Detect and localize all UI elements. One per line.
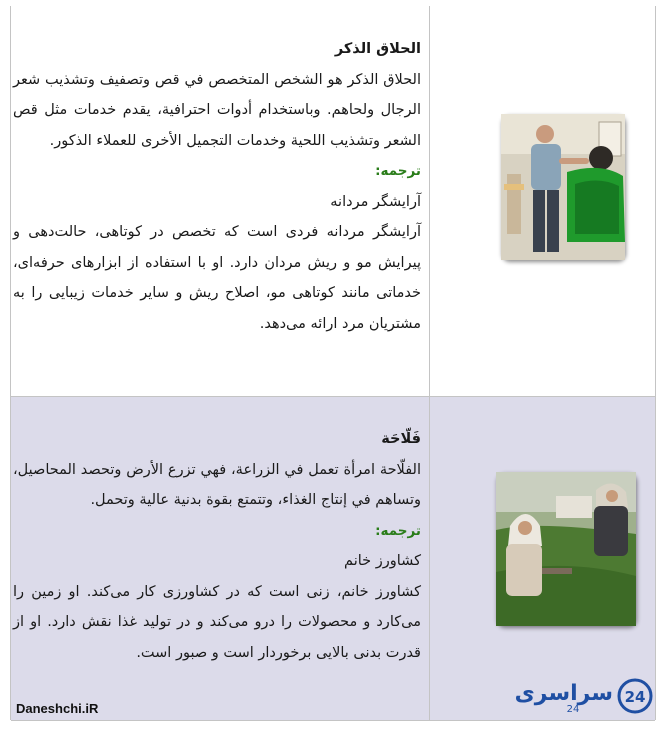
arabic-text: الحلاق الذكر هو الشخص المتخصص في قص وتصفيف وتشذيب شعر الرجال ولحاهم. وباستخدام أدوات احترافية، يقدم خدمات مثل قص الشعر وتشذيب اللحية وخدمات التجميل الأخرى للعملاء الذكور.: [13, 71, 421, 149]
logo-small-number: 24: [566, 704, 580, 715]
arabic-text: الفلّاحة امرأة تعمل في الزراعة، فهي تزرع الأرض وتحصد المحاصيل، وتساهم في إنتاج الغذاء، وتتمتع بقوة بدنية عالية وتحمل.: [13, 461, 421, 508]
translation-label: ترجمه:: [375, 522, 421, 539]
persian-title: آرایشگر مردانه: [330, 193, 421, 210]
persian-text: آرایشگر مردانه فردی است که تخصص در کوتاهی، حالت‌دهی و پیرایش مو و ریش مردان دارد. او با استفاده از ابزارهای حرفه‌ای، خدماتی مانند کوتاهی مو، اصلاح ریش و سایر خدمات زیبایی را به مشتریان مرد ارائه می‌دهد.: [13, 224, 421, 332]
logo-number: 24: [624, 688, 646, 706]
arabic-title: فَلّاحَة: [381, 431, 421, 447]
column-divider: [429, 397, 430, 720]
entry-text: [13, 424, 421, 668]
column-divider: [429, 6, 430, 396]
persian-title: کشاورز خانم: [344, 553, 421, 569]
barber-photo: [501, 114, 625, 260]
sarasari24-logo: [514, 672, 657, 722]
translation-label: ترجمه:: [375, 163, 421, 179]
logo-text: سراسری: [514, 681, 613, 706]
arabic-title: الحلاق الذكر: [334, 41, 421, 57]
site-watermark: Daneshchi.iR: [16, 701, 99, 716]
entry-text: [13, 34, 421, 339]
farmer-women-photo: [496, 472, 636, 626]
persian-text: کشاورز خانم، زنی است که در کشاورزی کار می‌کند. او زمین را می‌کارد و محصولات را درو می‌کند و در تولید غذا نقش دارد. او از قدرت بدنی بالایی برخوردار است و صبور است.: [13, 583, 421, 661]
